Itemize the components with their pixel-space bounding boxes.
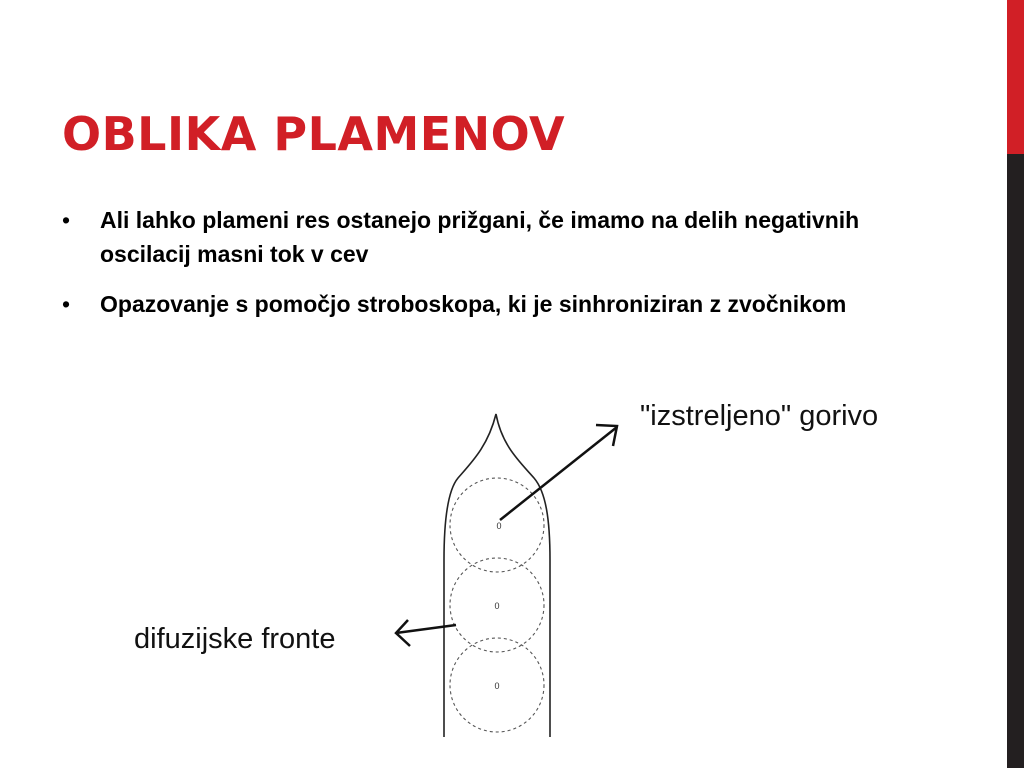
slide-title: OBLIKA PLAMENOV — [62, 107, 566, 161]
bullet-marker: • — [62, 291, 71, 317]
arrow-up-right-icon — [500, 425, 617, 520]
flame-diagram — [120, 385, 940, 768]
diffusion-fronts-label: difuzijske fronte — [134, 623, 336, 655]
circle-marker: 0 — [496, 521, 502, 531]
arrow-left-icon — [396, 620, 456, 646]
accent-bar-top — [1007, 0, 1024, 154]
bullet-marker: • — [62, 207, 71, 233]
circle-marker: 0 — [494, 601, 500, 611]
bullet-item — [58, 287, 918, 321]
circle-marker: 0 — [494, 681, 500, 691]
bullet-item — [58, 203, 918, 271]
bullet-list — [58, 203, 918, 337]
accent-bar-bottom — [1007, 154, 1024, 768]
fuel-label: "izstreljeno" gorivo — [640, 400, 879, 432]
bullet-text: Opazovanje s pomočjo stroboskopa, ki je sinhroniziran z zvočnikom — [100, 291, 847, 317]
bullet-text: Ali lahko plameni res ostanejo prižgani, če imamo na delih negativnih oscilacij masni tok v cev — [100, 207, 860, 267]
